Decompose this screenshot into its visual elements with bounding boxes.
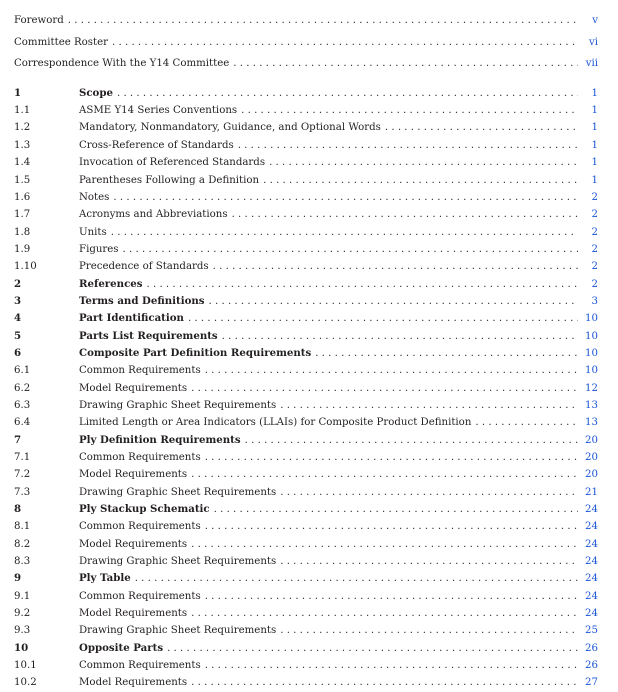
dot-leader: [191, 605, 578, 622]
dot-leader: [191, 674, 578, 691]
toc-entry-title: Limited Length or Area Indicators (LLAIs) for Composite Product Definition: [79, 417, 472, 429]
toc-entry-title: Model Requirements: [79, 469, 188, 481]
toc-page-link[interactable]: 10: [585, 347, 598, 359]
toc-section-number: 6.3: [14, 399, 31, 411]
toc-entry-title: Acronyms and Abbreviations: [79, 209, 228, 221]
toc-section-number: 6.2: [14, 382, 31, 394]
toc-section-number: 9.1: [14, 590, 31, 602]
toc-section-number: 7.3: [14, 486, 31, 498]
toc-section-number: 7.2: [14, 469, 31, 481]
toc-page-link[interactable]: vi: [588, 36, 598, 48]
toc-section-number: 10: [14, 641, 29, 654]
toc-section-number: 9.2: [14, 608, 31, 620]
toc-page-link[interactable]: 24: [585, 573, 598, 585]
toc-section-number: 8.3: [14, 556, 31, 568]
toc-page-link[interactable]: 10: [585, 313, 598, 325]
toc-page-link[interactable]: 13: [585, 399, 598, 411]
toc-page-link[interactable]: v: [592, 15, 598, 26]
toc-page-link[interactable]: 10: [585, 365, 598, 377]
toc-entry[interactable]: [14, 310, 598, 327]
toc-entry[interactable]: [14, 345, 598, 362]
toc-entry[interactable]: [14, 414, 598, 431]
toc-entry[interactable]: [14, 241, 598, 258]
dot-leader: [280, 484, 578, 501]
toc-entry-title: Correspondence With the Y14 Committee: [14, 58, 230, 70]
toc-front-entry[interactable]: [14, 10, 598, 32]
dot-leader: [238, 137, 578, 154]
toc-section-number: 9: [14, 572, 22, 585]
toc-entry[interactable]: [14, 449, 598, 466]
toc-entry-title: Composite Part Definition Requirements: [79, 346, 312, 359]
toc-page-link[interactable]: 1: [591, 105, 598, 117]
toc-entry-title: Invocation of Referenced Standards: [79, 157, 266, 169]
toc-page-link[interactable]: 1: [591, 174, 598, 186]
dot-leader: [214, 501, 578, 518]
toc-entry[interactable]: [14, 657, 598, 674]
toc-page-link[interactable]: 26: [585, 660, 598, 672]
dot-leader: [191, 380, 578, 397]
toc-entry[interactable]: [14, 206, 598, 223]
dot-leader: [111, 224, 578, 241]
toc-page-link[interactable]: 24: [585, 556, 598, 568]
toc-entry[interactable]: [14, 588, 598, 605]
toc-entry-title: Drawing Graphic Sheet Requirements: [79, 399, 277, 411]
toc-entry[interactable]: [14, 605, 598, 622]
dot-leader: [232, 206, 578, 223]
toc-page-link[interactable]: 2: [591, 191, 598, 203]
toc-entry-title: Terms and Definitions: [79, 294, 205, 307]
toc-entry[interactable]: [14, 380, 598, 397]
dot-leader: [113, 189, 578, 206]
toc-page-link[interactable]: 2: [591, 261, 598, 273]
toc-page-link[interactable]: 1: [591, 157, 598, 169]
toc-entry[interactable]: [14, 432, 598, 449]
toc-page-link[interactable]: 2: [591, 226, 598, 238]
toc-entry-title: Figures: [79, 243, 119, 255]
toc-entry[interactable]: [14, 536, 598, 553]
dot-leader: [205, 518, 578, 535]
toc-entry[interactable]: [14, 674, 598, 691]
toc-page-link[interactable]: vii: [585, 58, 598, 70]
toc-entry-title: Drawing Graphic Sheet Requirements: [79, 625, 277, 637]
toc-entry-list: [14, 85, 598, 692]
dot-leader: [213, 258, 578, 275]
toc-entry-title: Units: [79, 226, 107, 238]
toc-section-number: 1.5: [14, 174, 31, 186]
dot-leader: [191, 536, 578, 553]
toc-entry[interactable]: [14, 137, 598, 154]
toc-page-link[interactable]: 20: [585, 469, 598, 481]
dot-leader: [205, 449, 578, 466]
toc-entry-title: Parentheses Following a Definition: [79, 174, 260, 186]
toc-entry-title: Common Requirements: [79, 452, 201, 463]
toc-page-link[interactable]: 21: [585, 486, 598, 498]
dot-leader: [475, 414, 578, 431]
dot-leader: [233, 53, 578, 75]
toc-entry-title: Ply Definition Requirements: [79, 433, 241, 446]
toc-entry[interactable]: [14, 276, 598, 293]
toc-entry[interactable]: [14, 484, 598, 501]
toc-section-number: 8.1: [14, 521, 31, 533]
toc-page-link[interactable]: 2: [591, 209, 598, 221]
toc-entry[interactable]: [14, 189, 598, 206]
dot-leader: [280, 397, 578, 414]
toc-entry[interactable]: [14, 397, 598, 414]
toc-section-number: 6.1: [14, 365, 31, 377]
toc-entry-title: Notes: [79, 191, 110, 203]
toc-entry[interactable]: [14, 85, 598, 102]
dot-leader: [385, 119, 578, 136]
toc-entry[interactable]: [14, 640, 598, 657]
toc-entry-title: Foreword: [14, 15, 64, 26]
toc-page-link[interactable]: 25: [585, 625, 598, 637]
toc-section-number: 1.10: [14, 261, 37, 273]
toc-entry-title: References: [79, 277, 143, 290]
toc-entry[interactable]: [14, 466, 598, 483]
toc-section-number: 7: [14, 433, 22, 446]
dot-leader: [222, 328, 578, 345]
toc-entry-title: Model Requirements: [79, 538, 188, 550]
toc-entry[interactable]: [14, 570, 598, 587]
toc-page-link[interactable]: 24: [585, 590, 598, 602]
toc-entry-title: Cross-Reference of Standards: [79, 139, 234, 151]
toc-page-link[interactable]: 26: [585, 642, 598, 654]
toc-page-link[interactable]: 20: [585, 452, 598, 463]
toc-page-link[interactable]: 2: [591, 278, 598, 290]
toc-entry-title: Model Requirements: [79, 608, 188, 620]
toc-entry-title: Precedence of Standards: [79, 261, 209, 273]
dot-leader: [280, 553, 578, 570]
toc-section-number: 1.7: [14, 209, 31, 221]
toc-page-link[interactable]: 1: [591, 87, 598, 99]
toc-front-entry[interactable]: [14, 32, 598, 54]
toc-section-number: 8.2: [14, 538, 31, 550]
dot-leader: [135, 570, 578, 587]
toc-front-entry[interactable]: [14, 53, 598, 75]
toc-page-link[interactable]: 10: [585, 330, 598, 342]
dot-leader: [191, 466, 578, 483]
toc-entry-title: Common Requirements: [79, 590, 201, 602]
toc-section-number: 1.8: [14, 226, 31, 238]
toc-entry[interactable]: [14, 224, 598, 241]
toc-page-link[interactable]: 1: [591, 122, 598, 134]
dot-leader: [68, 10, 578, 32]
toc-entry-title: Opposite Parts: [79, 641, 164, 654]
toc-entry[interactable]: [14, 293, 598, 310]
toc-page-link[interactable]: 2: [591, 243, 598, 255]
toc-entry-title: Ply Table: [79, 572, 131, 585]
toc-page-link[interactable]: 20: [585, 434, 598, 446]
dot-leader: [263, 172, 578, 189]
toc-entry[interactable]: [14, 258, 598, 275]
toc-entry-title: Mandatory, Nonmandatory, Guidance, and Optional Words: [79, 122, 381, 134]
toc-section-number: 1.6: [14, 191, 31, 203]
toc-page-link[interactable]: 3: [591, 295, 598, 307]
toc-section-number: 10.2: [14, 677, 37, 689]
toc-entry[interactable]: [14, 622, 598, 639]
toc-section-number: 5: [14, 329, 22, 342]
dot-leader: [117, 85, 578, 102]
toc-section-number: 1: [14, 86, 22, 99]
dot-leader: [112, 32, 578, 54]
toc-entry-title: ASME Y14 Series Conventions: [79, 105, 238, 117]
toc-page-link[interactable]: 1: [591, 139, 598, 151]
toc-page-link[interactable]: 12: [585, 382, 598, 394]
dot-leader: [245, 432, 578, 449]
dot-leader: [205, 362, 578, 379]
toc-entry-title: Model Requirements: [79, 677, 188, 689]
toc-section-number: 3: [14, 294, 22, 307]
toc-entry[interactable]: [14, 501, 598, 518]
toc-entry-title: Common Requirements: [79, 521, 201, 533]
toc-entry[interactable]: [14, 172, 598, 189]
toc-section-number: 1.1: [14, 105, 31, 117]
toc-section-number: 2: [14, 277, 22, 290]
toc-entry[interactable]: [14, 553, 598, 570]
toc-entry-title: Ply Stackup Schematic: [79, 503, 210, 516]
toc-entry[interactable]: [14, 102, 598, 119]
dot-leader: [205, 588, 578, 605]
toc-section-number: 10.1: [14, 660, 37, 672]
toc-section-number: 1.2: [14, 122, 31, 134]
dot-leader: [209, 293, 578, 310]
toc-entry[interactable]: [14, 518, 598, 535]
toc-section-number: 1.3: [14, 139, 31, 151]
dot-leader: [269, 154, 578, 171]
toc-section-number: 6.4: [14, 417, 31, 429]
toc-entry-title: Scope: [79, 86, 113, 99]
toc-entry[interactable]: [14, 154, 598, 171]
toc-entry[interactable]: [14, 119, 598, 136]
dot-leader: [280, 622, 578, 639]
toc-entry-title: Part Identification: [79, 312, 184, 325]
toc-page-link[interactable]: 27: [585, 677, 598, 689]
table-of-contents: [14, 10, 598, 692]
toc-section-number: 8: [14, 503, 22, 516]
dot-leader: [241, 102, 578, 119]
dot-leader: [147, 276, 579, 293]
toc-section-number: 1.4: [14, 157, 31, 169]
toc-entry-title: Common Requirements: [79, 660, 201, 672]
toc-page-link[interactable]: 24: [585, 504, 598, 516]
toc-page-link[interactable]: 13: [585, 417, 598, 429]
toc-page-link[interactable]: 24: [585, 538, 598, 550]
toc-page-link[interactable]: 24: [585, 608, 598, 620]
toc-section-number: 6: [14, 346, 22, 359]
dot-leader: [315, 345, 578, 362]
toc-section-number: 1.9: [14, 243, 31, 255]
toc-entry[interactable]: [14, 328, 598, 345]
toc-section-number: 7.1: [14, 452, 31, 463]
toc-entry-title: Committee Roster: [14, 36, 109, 48]
dot-leader: [123, 241, 578, 258]
toc-entry-title: Common Requirements: [79, 365, 201, 377]
toc-page-link[interactable]: 24: [585, 521, 598, 533]
toc-entry-title: Parts List Requirements: [79, 329, 218, 342]
toc-entry[interactable]: [14, 362, 598, 379]
toc-section-number: 4: [14, 312, 22, 325]
dot-leader: [205, 657, 578, 674]
dot-leader: [167, 640, 578, 657]
toc-entry-title: Drawing Graphic Sheet Requirements: [79, 556, 277, 568]
dot-leader: [188, 310, 578, 327]
toc-section-number: 9.3: [14, 625, 31, 637]
toc-entry-title: Drawing Graphic Sheet Requirements: [79, 486, 277, 498]
front-matter-list: [14, 10, 598, 75]
toc-entry-title: Model Requirements: [79, 382, 188, 394]
